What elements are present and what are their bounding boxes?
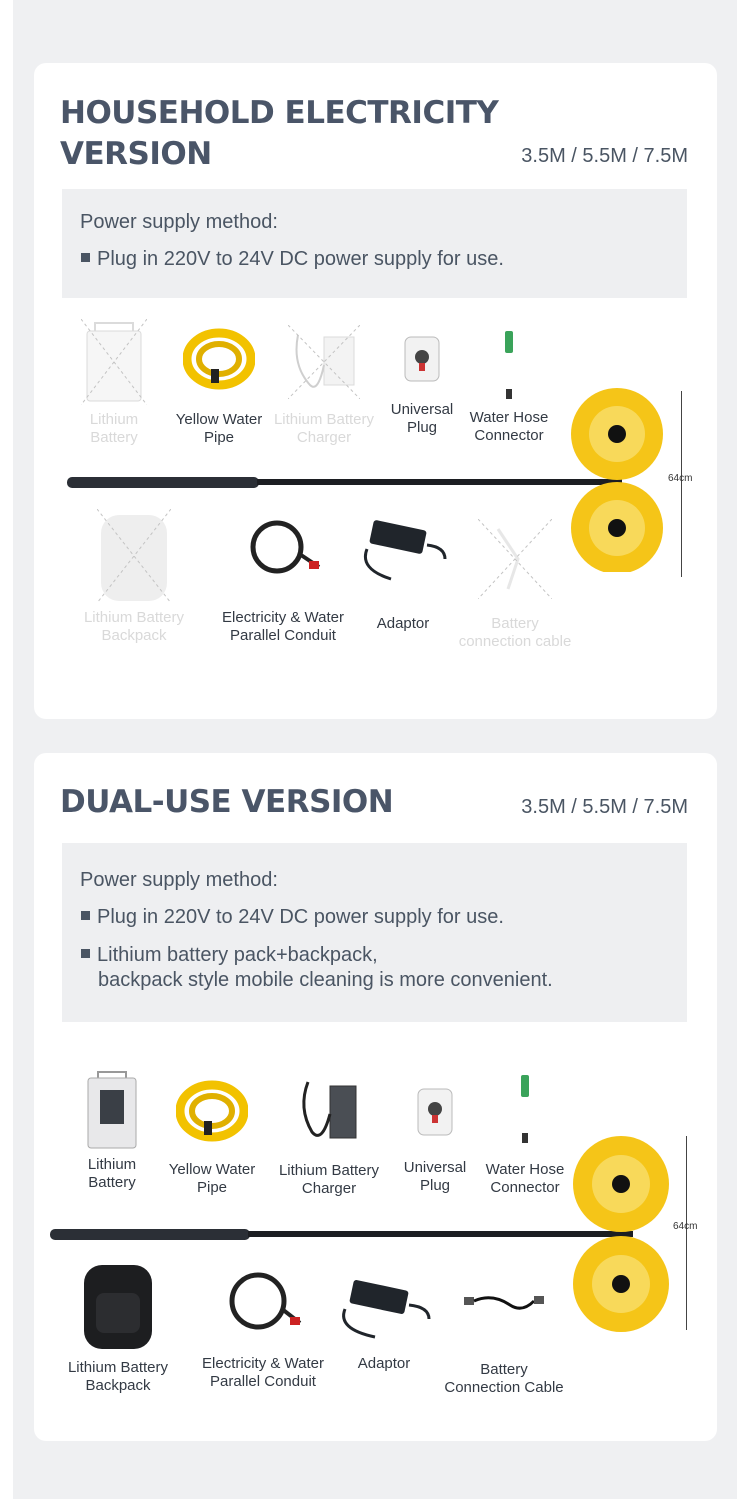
adaptor-icon	[357, 519, 449, 585]
yellow-pipe-icon	[183, 325, 255, 397]
household-version-card	[34, 63, 717, 719]
item-lithium-battery-backpack: Lithium Battery Backpack	[60, 1263, 176, 1395]
item-lithium-battery: Lithium Battery	[74, 319, 154, 447]
dimension-label: 64cm	[673, 1221, 698, 1232]
plug-icon	[417, 1087, 453, 1137]
item-battery-connection-cable: Battery Connection Cable	[438, 1287, 570, 1397]
plug-icon	[404, 335, 440, 383]
backpack-icon	[82, 1263, 154, 1351]
power-bullet	[81, 247, 504, 272]
bullet-text-continued: backpack style mobile cleaning is more convenient.	[98, 969, 553, 991]
item-battery-connection-cable: Battery connection cable	[450, 519, 580, 651]
bullet-text: Lithium battery pack+backpack,	[97, 944, 378, 966]
pole-icon	[50, 1227, 636, 1243]
bullet-text: Plug in 220V to 24V DC power supply for use.	[97, 248, 504, 270]
item-universal-plug: Universal Plug	[382, 335, 462, 437]
length-options: 3.5M / 5.5M / 7.5M	[521, 145, 688, 167]
power-bullet-2	[81, 943, 553, 993]
dual-use-version-card	[34, 753, 717, 1441]
hose-connector-icon	[515, 1073, 535, 1149]
battery-icon	[81, 319, 147, 405]
household-title	[60, 93, 498, 175]
item-adaptor: Adaptor	[334, 1279, 434, 1373]
dimension-line	[686, 1136, 687, 1330]
item-electricity-water-conduit: Electricity & Water Parallel Conduit	[196, 1269, 330, 1391]
item-adaptor: Adaptor	[354, 519, 452, 633]
dimension-line	[681, 391, 682, 577]
item-electricity-water-conduit: Electricity & Water Parallel Conduit	[218, 515, 348, 645]
item-yellow-water-pipe: Yellow Water Pipe	[169, 325, 269, 447]
item-lithium-battery-backpack: Lithium Battery Backpack	[78, 509, 190, 645]
dimension-label: 64cm	[668, 473, 693, 484]
charger-icon	[294, 1078, 364, 1148]
battery-icon	[86, 1070, 138, 1150]
item-water-hose-connector: Water Hose Connector	[478, 1073, 572, 1197]
adaptor-icon	[335, 1279, 433, 1343]
item-lithium-battery-charger: Lithium Battery Charger	[269, 325, 379, 447]
power-supply-label: Power supply method:	[80, 869, 278, 891]
yellow-pipe-icon	[176, 1077, 248, 1147]
cable-icon	[462, 1287, 546, 1317]
item-water-hose-connector: Water Hose Connector	[462, 329, 556, 445]
title-line-2: VERSION	[60, 136, 212, 172]
pole-icon	[67, 475, 627, 491]
item-yellow-water-pipe: Yellow Water Pipe	[162, 1077, 262, 1197]
conduit-icon	[222, 1269, 304, 1339]
power-bullet-1	[81, 905, 504, 930]
power-supply-box	[62, 189, 687, 298]
item-lithium-battery-charger: Lithium Battery Charger	[270, 1078, 388, 1198]
length-options: 3.5M / 5.5M / 7.5M	[521, 796, 688, 818]
backpack-icon	[97, 509, 171, 603]
cable-icon	[478, 519, 552, 599]
hose-connector-icon	[499, 329, 519, 405]
power-supply-label: Power supply method:	[80, 211, 278, 233]
brush-icon	[571, 1136, 671, 1332]
item-universal-plug: Universal Plug	[394, 1087, 476, 1195]
title-line-1: HOUSEHOLD ELECTRICITY	[60, 95, 499, 131]
conduit-icon	[243, 515, 323, 585]
dual-use-title: DUAL-USE VERSION	[60, 784, 394, 820]
item-lithium-battery: Lithium Battery	[72, 1070, 152, 1192]
charger-icon	[288, 325, 360, 399]
bullet-text: Plug in 220V to 24V DC power supply for use.	[97, 906, 504, 928]
brush-icon	[567, 388, 667, 572]
power-supply-box	[62, 843, 687, 1022]
